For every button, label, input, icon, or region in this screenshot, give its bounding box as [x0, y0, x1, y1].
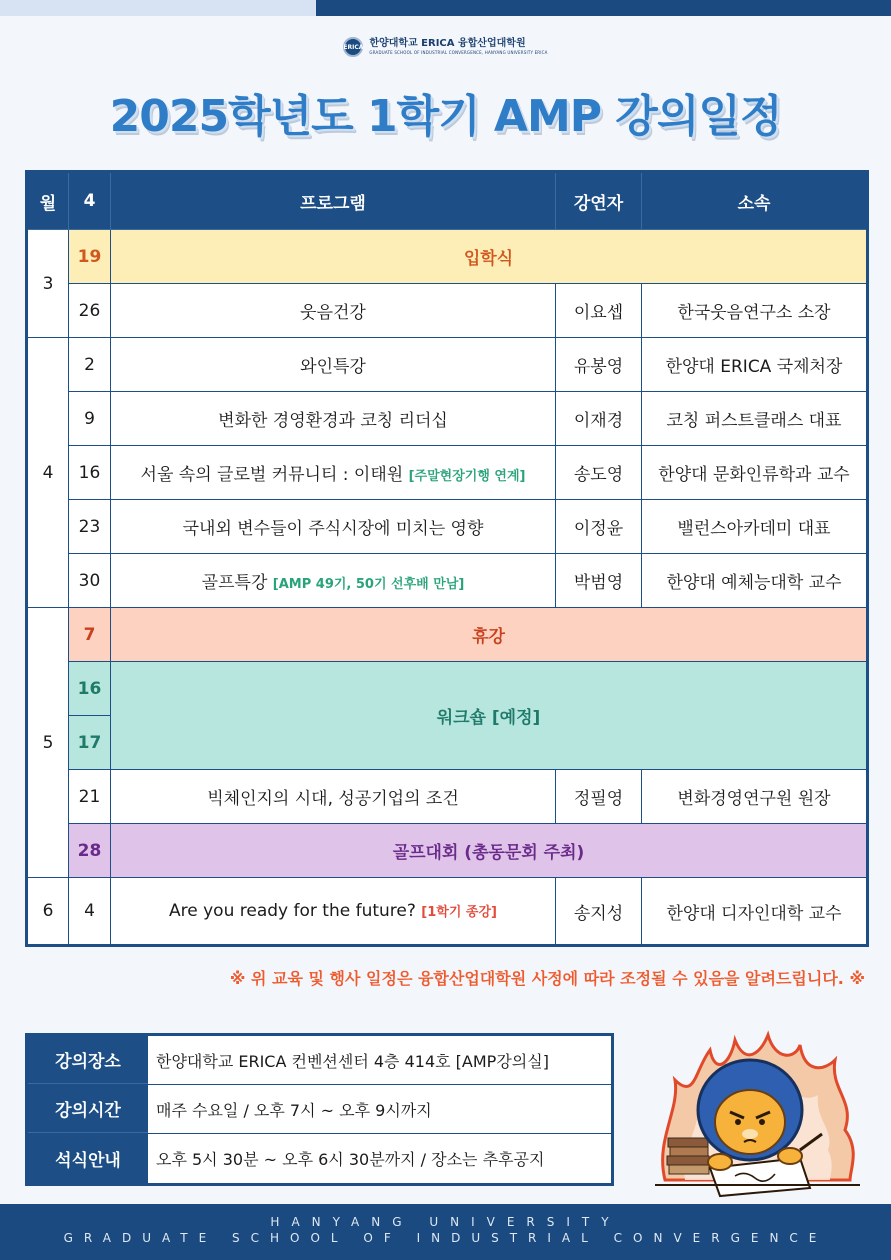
schedule-table	[25, 170, 869, 947]
affiliation-cell: 밸런스아카데미 대표	[642, 500, 868, 554]
lecturer-cell: 송도영	[556, 446, 642, 500]
program-cell	[111, 446, 556, 500]
info-row-time	[28, 1085, 611, 1134]
info-value: 매주 수요일 / 오후 7시 ~ 오후 9시까지	[156, 1100, 432, 1120]
affiliation-cell: 한양대 문화인류학과 교수	[642, 446, 868, 500]
info-label: 석식안내	[28, 1134, 148, 1183]
lecturer-cell: 이요셉	[556, 284, 642, 338]
day-cell: 7	[69, 608, 111, 662]
program-title: 서울 속의 글로벌 커뮤니티 : 이태원	[140, 465, 404, 485]
month-cell: 6	[27, 878, 69, 946]
affiliation-cell: 한양대 예체능대학 교수	[642, 554, 868, 608]
day-cell: 16	[69, 662, 111, 716]
day-cell: 19	[69, 230, 111, 284]
info-label: 강의장소	[28, 1036, 148, 1084]
day-cell: 9	[69, 392, 111, 446]
table-row	[27, 608, 868, 662]
table-row	[27, 392, 868, 446]
lion-mascot-illustration	[650, 1030, 865, 1198]
affiliation-cell: 한양대 디자인대학 교수	[642, 878, 868, 946]
lecturer-cell: 정필영	[556, 770, 642, 824]
program-note: [1학기 종강]	[421, 905, 497, 920]
day-cell: 26	[69, 284, 111, 338]
table-row	[27, 554, 868, 608]
schedule-change-notice: ※ 위 교육 및 행사 일정은 융합산업대학원 사정에 따라 조정될 수 있음을 알려드립니다. ※	[229, 969, 865, 988]
program-cell: 와인특강	[111, 338, 556, 392]
event-cell: 입학식	[111, 230, 868, 284]
footer-bar	[0, 1204, 891, 1260]
info-row-location	[28, 1036, 611, 1085]
info-label: 강의시간	[28, 1085, 148, 1133]
event-cell: 워크숍 [예정]	[111, 662, 868, 770]
top-accent-light	[0, 0, 316, 16]
info-value: 한양대학교 ERICA 컨벤션센터 4층 414호 [AMP강의실]	[156, 1051, 549, 1071]
day-cell: 4	[69, 878, 111, 946]
logo-name-english: GRADUATE SCHOOL OF INDUSTRIAL CONVERGENCE, HANYANG UNIVERSITY ERICA	[369, 50, 548, 55]
top-accent-bar	[0, 0, 891, 16]
program-note: [AMP 49기, 50기 선후배 만남]	[272, 577, 465, 592]
table-row	[27, 500, 868, 554]
day-cell: 28	[69, 824, 111, 878]
header-affiliation: 소속	[642, 172, 868, 230]
table-row	[27, 878, 868, 946]
lecture-info-box	[25, 1033, 614, 1186]
day-cell: 23	[69, 500, 111, 554]
table-row	[27, 824, 868, 878]
page-title: 2025학년도 1학기 AMP 강의일정	[109, 91, 782, 142]
program-title: Are you ready for the future?	[169, 901, 416, 921]
month-cell: 3	[27, 230, 69, 338]
lecturer-cell: 유봉영	[556, 338, 642, 392]
university-logo	[0, 37, 891, 57]
program-cell	[111, 878, 556, 946]
month-cell: 4	[27, 338, 69, 608]
day-cell: 17	[69, 716, 111, 770]
lecturer-cell: 이재경	[556, 392, 642, 446]
affiliation-cell: 코칭 퍼스트클래스 대표	[642, 392, 868, 446]
header-program: 프로그램	[111, 172, 556, 230]
lecturer-cell: 이정윤	[556, 500, 642, 554]
program-cell: 변화한 경영환경과 코칭 리더십	[111, 392, 556, 446]
month-cell: 5	[27, 608, 69, 878]
day-cell: 2	[69, 338, 111, 392]
affiliation-cell: 변화경영연구원 원장	[642, 770, 868, 824]
table-row	[27, 770, 868, 824]
header-lecturer: 강연자	[556, 172, 642, 230]
header-day: 4	[69, 172, 111, 230]
program-cell: 빅체인지의 시대, 성공기업의 조건	[111, 770, 556, 824]
table-row	[27, 662, 868, 716]
program-cell	[111, 554, 556, 608]
table-row	[27, 230, 868, 284]
table-row	[27, 284, 868, 338]
table-row	[27, 338, 868, 392]
day-cell: 30	[69, 554, 111, 608]
table-header-row	[27, 172, 868, 230]
event-cell: 골프대회 (총동문회 주최)	[111, 824, 868, 878]
info-value: 오후 5시 30분 ~ 오후 6시 30분까지 / 장소는 추후공지	[156, 1150, 545, 1169]
day-cell: 16	[69, 446, 111, 500]
affiliation-cell: 한국웃음연구소 소장	[642, 284, 868, 338]
footer-university: HANYANG UNIVERSITY	[270, 1215, 621, 1229]
program-cell: 웃음건강	[111, 284, 556, 338]
info-row-dinner	[28, 1134, 611, 1183]
event-cell: 휴강	[111, 608, 868, 662]
header-month: 월	[27, 172, 69, 230]
lecturer-cell: 박범영	[556, 554, 642, 608]
lecturer-cell: 송지성	[556, 878, 642, 946]
table-row	[27, 446, 868, 500]
day-cell: 21	[69, 770, 111, 824]
footer-school: GRADUATE SCHOOL OF INDUSTRIAL CONVERGENCE	[63, 1231, 828, 1245]
logo-name-korean: 한양대학교 ERICA 융합산업대학원	[369, 38, 526, 49]
university-emblem-icon: ERICA	[343, 37, 363, 57]
program-cell: 국내외 변수들이 주식시장에 미치는 영향	[111, 500, 556, 554]
program-title: 골프특강	[201, 573, 268, 593]
program-note: [주말현장기행 연계]	[408, 469, 526, 484]
affiliation-cell: 한양대 ERICA 국제처장	[642, 338, 868, 392]
